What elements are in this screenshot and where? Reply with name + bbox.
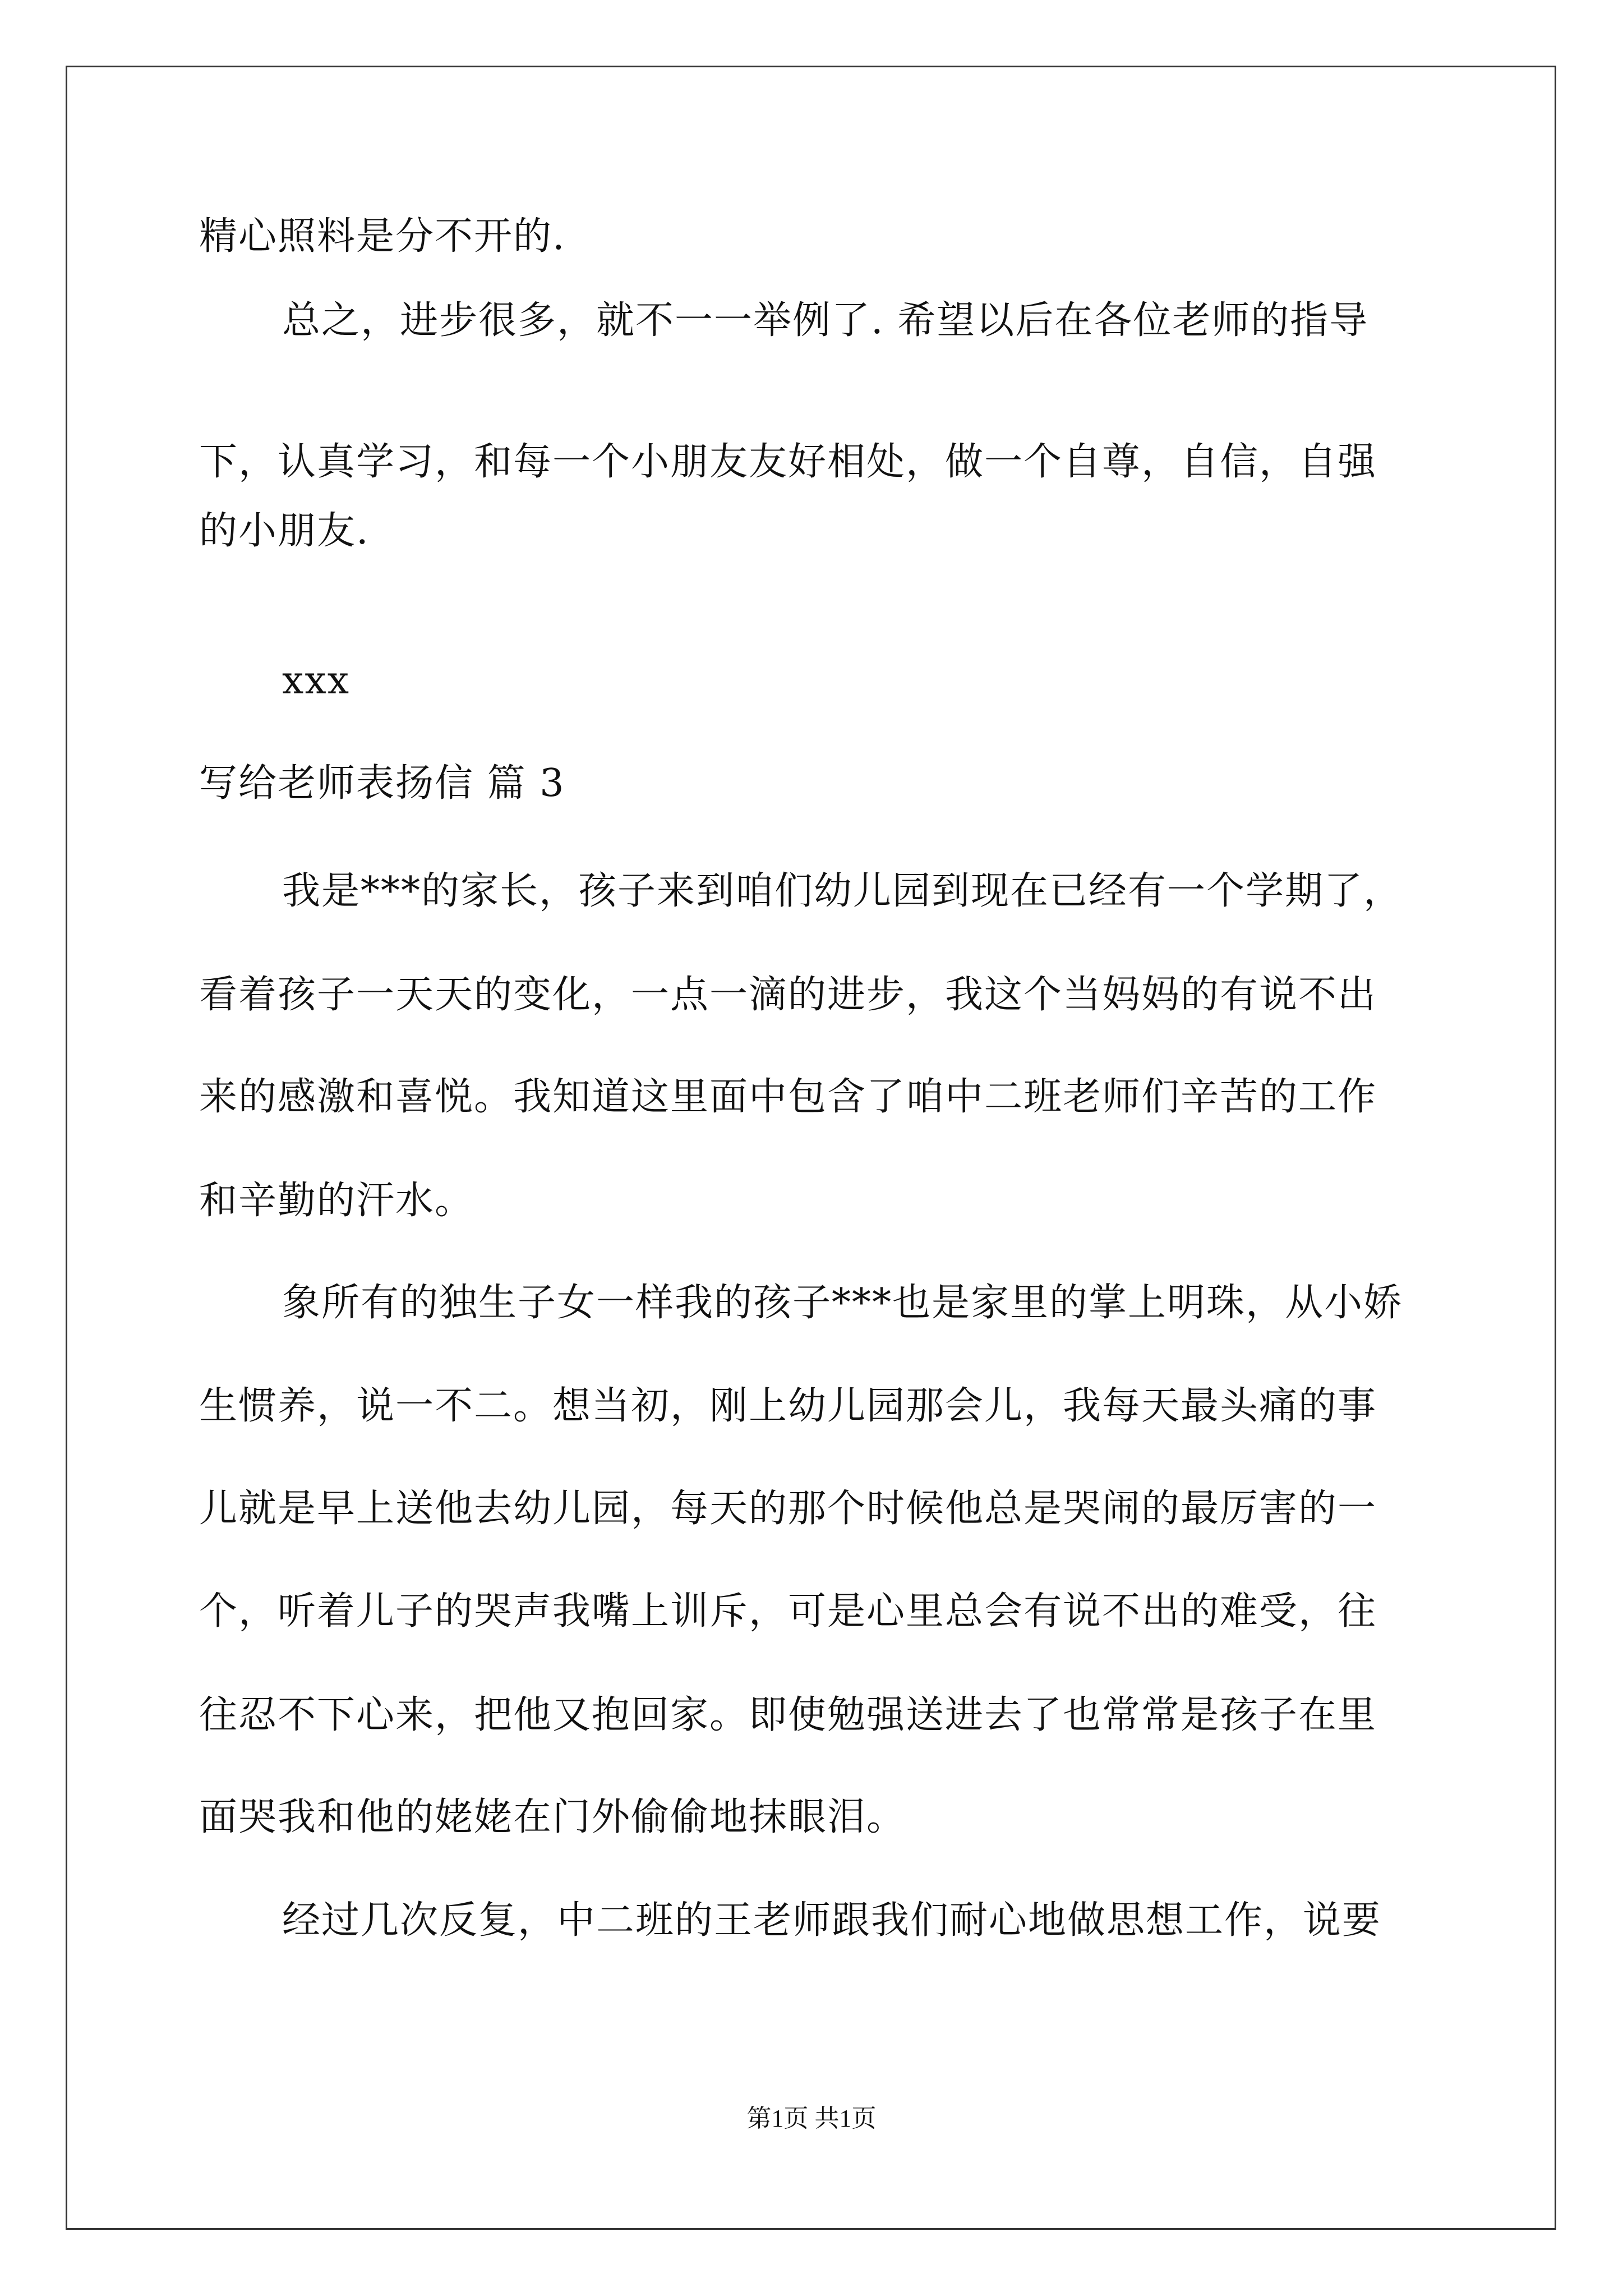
page-footer: 第1页 共1页 — [746, 2105, 877, 2132]
text-line: 看着孩子一天天的变化，一点一滴的进步，我这个当妈妈的有说不出 — [199, 973, 1377, 1017]
text-line: 精心照料是分不开的. — [199, 214, 566, 259]
text-line: 下，认真学习，和每一个小朋友友好相处，做一个自尊，自信，自强 — [199, 440, 1377, 484]
text-line: 儿就是早上送他去幼儿园，每天的那个时候他总是哭闹的最厉害的一 — [199, 1487, 1377, 1531]
text-line: 个，听着儿子的哭声我嘴上训斥，可是心里总会有说不出的难受，往 — [199, 1589, 1377, 1634]
section-heading: 写给老师表扬信 篇 3 — [199, 761, 565, 806]
text-line: 总之，进步很多，就不一一举例了. 希望以后在各位老师的指导 — [282, 298, 1369, 343]
text-line: 生惯养，说一不二。想当初，刚上幼儿园那会儿，我每天最头痛的事 — [199, 1384, 1377, 1428]
text-line: 和辛勤的汗水。 — [199, 1179, 474, 1223]
text-line: 往忍不下心来，把他又抱回家。即使勉强送进去了也常常是孩子在里 — [199, 1693, 1377, 1737]
text-line: 的小朋友. — [199, 509, 370, 553]
text-line: 象所有的独生子女一样我的孩子***也是家里的掌上明珠，从小娇 — [282, 1281, 1403, 1325]
signature-text: xxx — [282, 659, 351, 703]
text-line: 经过几次反复，中二班的王老师跟我们耐心地做思想工作，说要 — [282, 1898, 1382, 1943]
text-line: 面哭我和他的姥姥在门外偷偷地抹眼泪。 — [199, 1795, 906, 1839]
text-line: 我是***的家长，孩子来到咱们幼儿园到现在已经有一个学期了， — [282, 869, 1403, 913]
text-line: 来的感激和喜悦。我知道这里面中包含了咱中二班老师们辛苦的工作 — [199, 1075, 1377, 1119]
